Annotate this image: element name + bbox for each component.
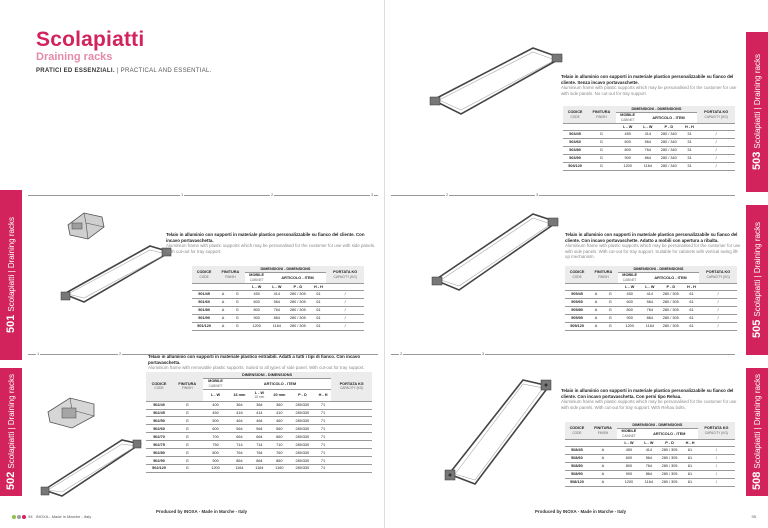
col-capacity: PORTATA KG CAPACITY (KG) bbox=[698, 422, 735, 440]
hinge-detail-illustration bbox=[62, 205, 110, 241]
col-cabinet: MOBILE CABINET bbox=[617, 428, 641, 439]
tab-name-505: Scolapiatti | Draining racks bbox=[753, 222, 762, 317]
spec-table-503: CODICE CODE FINITURA FINISH DIMENSIONI - DIMENSIONS PORTATA KG CAPACITY (KG) MOBILE CABINET ARTICOLO - ITEM L - W L - W P - D H - H 503/45 G 450 414 280 / 340 31 / 503/60 G 600 564 280 / 340 31 / 503/80 G 800 764 280 / 340 31 / 503/90 G 900 864 280 / 340 31 / 503/120 G 1200 1164 280 / 340 31 / bbox=[563, 106, 735, 171]
col-dimensions: DIMENSIONI - DIMENSIONS bbox=[203, 372, 332, 378]
table-row: 503/90 G 900 864 280 / 340 31 / bbox=[563, 154, 735, 162]
page-subtitle: Draining racks bbox=[36, 51, 113, 63]
table-row: 508/120 A 1200 1164 280 / 305 61 / bbox=[565, 478, 735, 486]
table-row: 503/80 G 800 764 280 / 340 31 / bbox=[563, 146, 735, 154]
product-description-508 bbox=[561, 388, 741, 410]
col-cabinet: MOBILE CABINET bbox=[616, 112, 640, 123]
page-number: 95 bbox=[751, 514, 756, 519]
table-row: 501/80 A G 800 764 280 / 305 61 / bbox=[192, 306, 364, 314]
table-row: 501/60 A G 600 564 280 / 305 61 / bbox=[192, 298, 364, 306]
spec-table-505: CODICE CODE FINITURA FINISH DIMENSIONI - DIMENSIONS PORTATA KG CAPACITY (KG) MOBILE CABINET ARTICOLO - ITEM L - W L - W P - D H - H 505/45 A G 450 414 280 / 305 61 / 505/60 A G 600 564 280 / 305 61 / 505/80 A G 800 764 280 / 305 61 / 505/90 A G 900 864 280 / 305 61 / 505/120 A G 1200 1164 280 / 305 61 / bbox=[565, 266, 737, 331]
support-detail-illustration bbox=[44, 388, 100, 430]
tab-number-501: 501 bbox=[5, 314, 17, 333]
table-row: 502/75 G 750 714 714 710 280/330 71 bbox=[146, 441, 372, 449]
col-cabinet: MOBILE CABINET bbox=[245, 272, 269, 283]
table-row: 508/45 A 450 414 280 / 305 61 / bbox=[565, 446, 735, 454]
section-divider bbox=[28, 195, 378, 196]
col-capacity: PORTATA KG CAPACITY (KG) bbox=[699, 266, 737, 284]
table-row: 503/45 G 450 414 280 / 340 31 / bbox=[563, 130, 735, 138]
col-finish: FINITURA FINISH bbox=[589, 422, 617, 440]
divider-number: 3 bbox=[371, 192, 374, 197]
rack-frame-illustration bbox=[58, 238, 178, 308]
section-tab-502 bbox=[0, 368, 22, 496]
tagline-en: | PRACTICAL AND ESSENTIAL. bbox=[116, 68, 212, 74]
description-en: Aluminium frame with plastic supports which may be personalised for the customer for use with side panels. With cut-out for tray support. With Rehau bolts. bbox=[561, 399, 737, 410]
col-dimensions: DIMENSIONI - DIMENSIONS bbox=[617, 422, 698, 428]
tagline bbox=[36, 68, 212, 74]
divider-number: 1 bbox=[181, 192, 184, 197]
rack-frame-illustration bbox=[429, 206, 561, 296]
tab-number-502: 502 bbox=[5, 471, 17, 490]
tagline-it: PRATICI ED ESSENZIALI. bbox=[36, 68, 115, 74]
col-article: ARTICOLO - ITEM bbox=[642, 272, 700, 283]
table-row: 508/60 A 600 564 280 / 305 61 / bbox=[565, 454, 735, 462]
col-article: ARTICOLO - ITEM bbox=[229, 378, 332, 389]
col-capacity: PORTATA KG CAPACITY (KG) bbox=[697, 106, 735, 124]
table-row: 502/80 G 800 764 764 760 280/330 71 bbox=[146, 449, 372, 457]
col-finish: FINITURA FINISH bbox=[216, 266, 244, 284]
section-tab-505 bbox=[746, 205, 768, 355]
footer-produced-by: Produced by INOXA - Made in Marche - Italy bbox=[156, 509, 248, 514]
table-row: 505/90 A G 900 864 280 / 305 61 / bbox=[565, 314, 737, 322]
col-article: ARTICOLO - ITEM bbox=[641, 428, 698, 439]
col-finish: FINITURA FINISH bbox=[589, 266, 617, 284]
table-row: 505/120 A G 1200 1164 280 / 305 61 / bbox=[565, 322, 737, 330]
col-code: CODICE CODE bbox=[192, 266, 216, 284]
description-en: Aluminium frame with removable plastic supports. Suited to all types of side panel. With cut-out for tray support. bbox=[148, 365, 365, 371]
section-tab-503 bbox=[746, 32, 768, 192]
page-title: Scolapiatti bbox=[36, 28, 145, 51]
col-cabinet: MOBILE CABINET bbox=[618, 272, 642, 283]
tab-name-508: Scolapiatti | Draining racks bbox=[753, 374, 762, 469]
tab-name-501: Scolapiatti | Draining racks bbox=[7, 217, 16, 312]
section-divider bbox=[391, 354, 735, 355]
table-row: 508/80 A 800 764 280 / 305 61 / bbox=[565, 462, 735, 470]
table-row: 501/45 A G 450 414 280 / 305 61 / bbox=[192, 290, 364, 298]
tab-name-503: Scolapiatti | Draining racks bbox=[753, 54, 762, 149]
col-capacity: PORTATA KG CAPACITY (KG) bbox=[331, 372, 372, 401]
spec-table-508: CODICE CODE FINITURA FINISH DIMENSIONI - DIMENSIONS PORTATA KG CAPACITY (KG) MOBILE CABINET ARTICOLO - ITEM L - W L - W P - D H - H 508/45 A 450 414 280 / 305 61 / 508/60 A 600 564 280 / 305 61 / 508/80 A 800 764 280 / 305 61 / 508/90 A 900 864 280 / 305 61 / 508/120 A 1200 1164 280 / 305 61 / bbox=[565, 422, 735, 487]
brand-dot-icon bbox=[22, 515, 26, 519]
section-divider bbox=[391, 195, 735, 196]
col-capacity: PORTATA KG CAPACITY (KG) bbox=[326, 266, 364, 284]
table-row: 502/60 G 600 564 564 560 280/330 71 bbox=[146, 425, 372, 433]
page-number: 94 bbox=[28, 514, 33, 519]
product-description-503 bbox=[561, 74, 739, 96]
table-row: 505/60 A G 600 564 280 / 305 61 / bbox=[565, 298, 737, 306]
description-it: Telaio in alluminio con supporti in materiale plastico personalizzabile su fianco del cliente. Con incavo portavaschette. Adatto a mobili con apertura a ribalta. bbox=[565, 232, 738, 243]
description-it: Telaio in alluminio con supporti in materiale plastico personalizzabile su fianco del cliente. Con incavo portavaschetta. bbox=[166, 232, 365, 243]
spec-table-501: CODICE CODE FINITURA FINISH DIMENSIONI - DIMENSIONS PORTATA KG CAPACITY (KG) MOBILE CABINET ARTICOLO - ITEM L - W L - W P - D H - H 501/45 A G 450 414 280 / 305 61 / 501/60 A G 600 564 280 / 305 61 / 501/80 A G 800 764 280 / 305 61 / 501/90 A G 900 864 280 / 305 61 / 501/120 A G 1200 1164 280 / 305 61 / bbox=[192, 266, 364, 331]
table-row: 502/90 G 900 864 864 860 280/330 71 bbox=[146, 457, 372, 465]
divider-number: 3 bbox=[482, 351, 485, 356]
tab-name-502: Scolapiatti | Draining racks bbox=[7, 374, 16, 469]
table-row: 502/40 G 400 364 364 360 280/330 71 bbox=[146, 401, 372, 409]
divider-number: 2 bbox=[271, 192, 274, 197]
description-it: Telaio in alluminio con supporti in materiale plastico personalizzabile su fianco del cliente. Con incavo portavaschetta. Con perni tipo Rehau. bbox=[561, 388, 734, 399]
col-code: CODICE CODE bbox=[146, 372, 172, 401]
divider-number: 1 bbox=[37, 351, 40, 356]
divider-number: 2 bbox=[119, 351, 122, 356]
table-row: 502/120 G 1200 1164 1164 1160 280/330 71 bbox=[146, 465, 372, 473]
footer-left bbox=[12, 514, 91, 519]
table-row: 508/90 A 900 864 280 / 305 61 / bbox=[565, 470, 735, 478]
description-en: Aluminium frame with plastic supports which may be personalised for the customer for use with side panels. With cut-out for tray support. Suitable for cabinets with vertical swing lift-up mechanism. bbox=[565, 243, 741, 260]
tab-number-508: 508 bbox=[751, 471, 763, 490]
table-row: 501/90 A G 900 864 280 / 305 61 / bbox=[192, 314, 364, 322]
tab-number-503: 503 bbox=[751, 151, 763, 170]
col-code: CODICE CODE bbox=[565, 266, 589, 284]
brand-dot-icon bbox=[12, 515, 16, 519]
col-article: ARTICOLO - ITEM bbox=[640, 112, 698, 123]
product-description-501 bbox=[166, 232, 376, 254]
table-row: 502/70 G 700 664 664 660 280/330 71 bbox=[146, 433, 372, 441]
brand-dot-icon bbox=[17, 515, 21, 519]
description-it: Telaio in alluminio con supporti in materiale plastico personalizzabile su fianco del cliente. Senza incavo portavaschette. bbox=[561, 74, 734, 85]
col-dimensions: DIMENSIONI - DIMENSIONS bbox=[245, 266, 327, 272]
col-article: ARTICOLO - ITEM bbox=[269, 272, 327, 283]
footer-produced-by: Produced by INOXA - Made in Marche - Italy bbox=[535, 509, 627, 514]
col-code: CODICE CODE bbox=[565, 422, 589, 440]
table-row: 502/50 G 500 464 464 460 280/330 71 bbox=[146, 417, 372, 425]
section-tab-501 bbox=[0, 190, 22, 360]
col-cabinet: MOBILE CABINET bbox=[203, 378, 229, 389]
col-dimensions: DIMENSIONI - DIMENSIONS bbox=[616, 106, 698, 112]
rack-frame-illustration bbox=[38, 432, 146, 500]
rack-frame-illustration bbox=[441, 370, 557, 492]
table-row: 505/80 A G 800 764 280 / 305 61 / bbox=[565, 306, 737, 314]
section-tab-508 bbox=[746, 368, 768, 496]
col-code: CODICE CODE bbox=[563, 106, 587, 124]
right-page bbox=[384, 0, 768, 528]
table-row: 502/45 G 450 416 414 410 280/330 71 bbox=[146, 409, 372, 417]
table-row: 503/120 G 1200 1164 280 / 340 31 / bbox=[563, 162, 735, 170]
description-en: Aluminium frame with plastic supports which may be personalised for the customer for use with side panels. With cut-out for tray support. bbox=[166, 243, 376, 254]
divider-number: 2 bbox=[400, 351, 403, 356]
table-row: 501/120 A G 1200 1164 280 / 305 61 / bbox=[192, 322, 364, 330]
table-row: 505/45 A G 450 414 280 / 305 61 / bbox=[565, 290, 737, 298]
product-description-505 bbox=[565, 232, 741, 260]
spec-table-502: CODICE CODE FINITURA FINISH DIMENSIONI - DIMENSIONS PORTATA KG CAPACITY (KG) MOBILE CABINET ARTICOLO - ITEM L - W 16 mm L - W 18 mm 20 mm P - D H - H 502/40 G 400 364 364 360 280/330 71 502/45 G 450 416 414 410 280/330 71 502/50 G 500 464 464 460 280/330 71 502/60 G 600 564 564 560 280/330 71 502/70 G 700 664 664 660 280/330 71 502/75 G 750 714 714 710 280/330 71 502/80 G 800 764 764 760 280/330 71 502/90 G 900 864 864 860 280/330 71 502/120 G 1200 1164 1164 1160 280/330 71 bbox=[146, 372, 372, 473]
divider-number: 3 bbox=[536, 192, 539, 197]
col-finish: FINITURA FINISH bbox=[587, 106, 615, 124]
footer-company: INOXA - Made in Marche - Italy bbox=[35, 514, 92, 519]
rack-frame-illustration bbox=[427, 40, 567, 124]
divider-number: 2 bbox=[446, 192, 449, 197]
table-row: 503/60 G 600 564 280 / 340 31 / bbox=[563, 138, 735, 146]
col-dimensions: DIMENSIONI - DIMENSIONS bbox=[618, 266, 700, 272]
description-en: Aluminium frame with plastic supports which may be personalised for the customer for use with side panels. No cut-out for tray support. bbox=[561, 85, 737, 96]
description-it: Telaio in alluminio con supporti in materiale plastico estraibili. Adatti a tutti i tipi di fianco. Con incavo portavaschetta. bbox=[148, 354, 360, 365]
product-description-502 bbox=[148, 354, 380, 371]
col-finish: FINITURA FINISH bbox=[172, 372, 203, 401]
tab-number-505: 505 bbox=[751, 319, 763, 338]
